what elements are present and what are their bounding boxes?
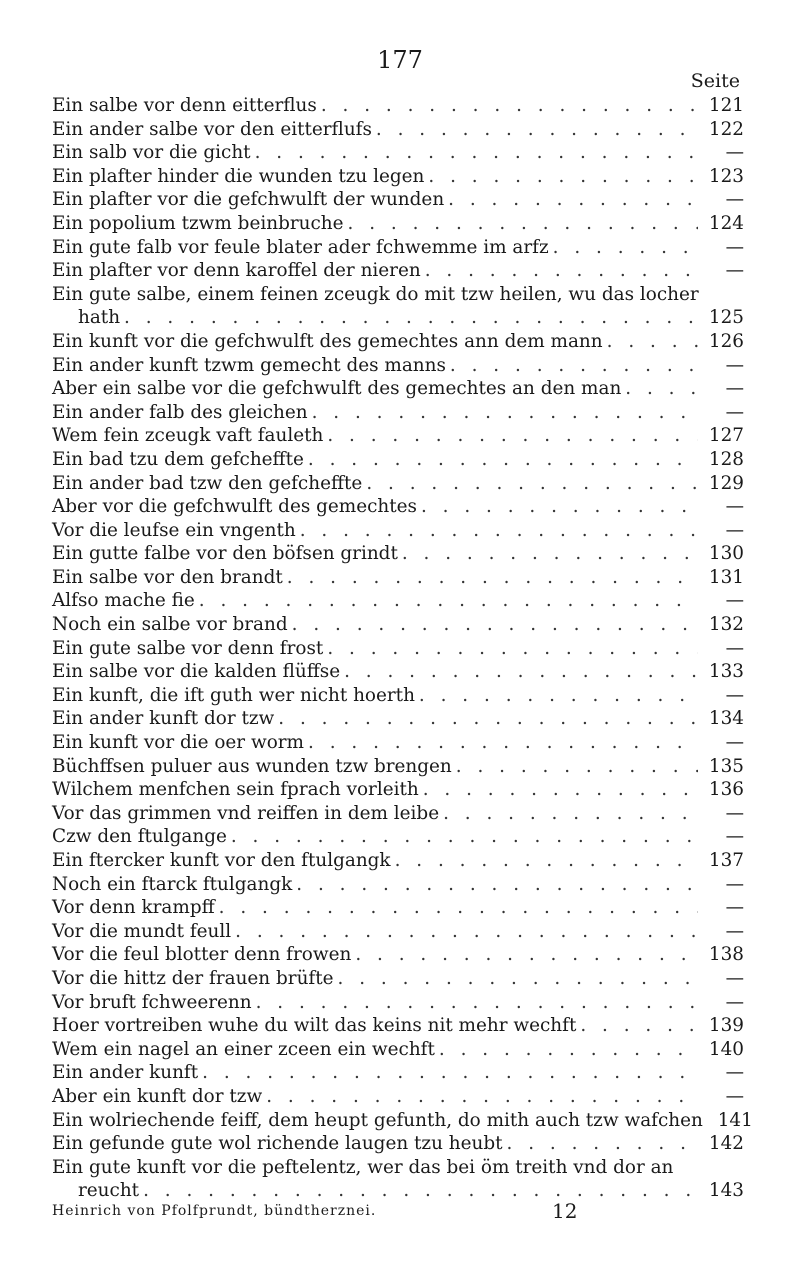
dot-leader <box>439 1038 698 1062</box>
entry-title: Ein ander kunft dor tzw <box>52 708 275 730</box>
dot-leader <box>202 1061 698 1085</box>
entry-page: 138 <box>708 944 744 966</box>
entry-title: Ein ander falb des gleichen <box>52 401 308 423</box>
entry-title: Ein salbe vor denn eitterflus <box>52 95 317 116</box>
toc-entry <box>52 141 744 165</box>
dot-leader <box>625 377 698 401</box>
entry-page: — <box>725 991 744 1013</box>
entry-title: Vor die feul blotter denn frowen <box>52 944 352 966</box>
toc-entry <box>52 849 744 873</box>
entry-title: Wilchem menfchen sein fprach vorleith <box>52 779 419 801</box>
entry-page: 125 <box>708 307 744 329</box>
entry-page: 141 <box>717 1109 753 1131</box>
entry-page: 134 <box>708 708 744 730</box>
dot-leader <box>308 731 698 755</box>
entry-title: Aber ein kunft dor tzw <box>52 1085 263 1107</box>
entry-page: — <box>725 401 744 423</box>
page-number: 177 <box>377 46 423 74</box>
entry-page: 122 <box>708 118 744 140</box>
page-column-label: Seite <box>690 70 740 92</box>
toc-entry <box>52 778 744 802</box>
entry-page: — <box>725 1062 744 1084</box>
entry-title: Ein salbe vor die kalden flüffse <box>52 661 341 683</box>
entry-page: 132 <box>708 614 744 636</box>
toc-entry <box>52 1085 744 1109</box>
toc-entry <box>52 1061 744 1085</box>
dot-leader <box>321 94 698 118</box>
entry-title: Ein ftercker kunft vor den ftulgangk <box>52 850 391 871</box>
entry-title: Vor das grimmen vnd reiffen in dem leibe <box>52 802 440 824</box>
entry-title: Ein salbe vor den brandt <box>52 566 283 588</box>
entry-page: 126 <box>708 330 744 352</box>
dot-leader <box>199 589 698 613</box>
toc-entry <box>52 943 744 967</box>
entry-page: 121 <box>708 95 744 116</box>
dot-leader <box>300 519 698 543</box>
dot-leader <box>338 967 699 991</box>
toc-entry <box>52 731 744 755</box>
dot-leader <box>507 1132 698 1156</box>
entry-page: — <box>725 260 744 282</box>
entry-title: Ein popolium tzwm beinbruche <box>52 212 344 234</box>
dot-leader <box>428 165 698 189</box>
dot-leader <box>348 212 698 236</box>
entry-title: Ein wolriechende feiff, dem heupt gefunth, do mith auch tzw wafchen <box>52 1109 703 1131</box>
dot-leader <box>395 849 698 873</box>
entry-page: 129 <box>708 472 744 494</box>
entry-page: 137 <box>708 850 744 871</box>
entry-page: — <box>725 519 744 541</box>
entry-title: Ein gute falb vor feule blater ader fchwemme im arfz <box>52 236 549 258</box>
dot-leader <box>580 1014 698 1038</box>
dot-leader <box>607 330 698 354</box>
dot-leader <box>376 118 698 142</box>
toc-entry <box>52 448 744 472</box>
entry-title: Wem ein nagel an einer zceen ein wechft <box>52 1038 435 1060</box>
dot-leader <box>287 566 698 590</box>
entry-title: Ein gute kunft vor die peftelentz, wer das bei öm treith vnd dor an <box>52 1156 674 1178</box>
entry-title: Ein gute salbe vor denn frost <box>52 637 324 659</box>
dot-leader <box>419 684 698 708</box>
entry-page: — <box>725 189 744 211</box>
entry-title: Vor die mundt feull <box>52 920 232 942</box>
entry-title: Ein gute salbe, einem feinen zceugk do mit tzw heilen, wu das locher <box>52 283 699 305</box>
entry-title: Vor die hittz der frauen brüfte <box>52 967 334 989</box>
entry-page: 130 <box>708 543 744 565</box>
dot-leader <box>231 825 698 849</box>
dot-leader <box>292 613 698 637</box>
toc-entry <box>52 707 744 731</box>
entry-title: Ein ander kunft tzwm gemecht des manns <box>52 354 446 376</box>
toc-entry <box>52 991 744 1015</box>
dot-leader <box>327 637 698 661</box>
toc-entry <box>52 825 744 849</box>
entry-title: Vor die leufse ein vngenth <box>52 519 296 541</box>
dot-leader <box>219 896 698 920</box>
entry-title: Ein ander kunft <box>52 1062 199 1084</box>
entry-title: Czw den ftulgange <box>52 826 227 848</box>
entry-title: Ein ander bad tzw den gefcheffte <box>52 472 363 494</box>
toc-entry <box>52 424 744 448</box>
entry-title: Aber ein salbe vor die gefchwulft des gemechtes an den man <box>52 378 622 400</box>
entry-page: — <box>725 637 744 659</box>
entry-title: Vor bruft fchweerenn <box>52 991 252 1013</box>
entry-page: — <box>725 826 744 848</box>
entry-page: — <box>725 354 744 376</box>
entry-page: 143 <box>708 1180 744 1202</box>
dot-leader <box>553 236 698 260</box>
dot-leader <box>256 991 698 1015</box>
entry-title: hath <box>78 307 121 329</box>
toc-entry <box>52 896 744 920</box>
toc-entry <box>52 94 744 118</box>
entry-title: Ein kunft vor die oer worm <box>52 732 304 754</box>
entry-title: Ein plafter vor die gefchwulft der wunden <box>52 189 445 211</box>
dot-leader <box>448 188 698 212</box>
entry-page: — <box>725 732 744 754</box>
toc-entry <box>52 967 744 991</box>
entry-page: 128 <box>708 448 744 470</box>
toc-entry <box>52 354 744 378</box>
toc-entry <box>52 873 744 897</box>
toc-entry <box>52 802 744 826</box>
toc-entry <box>52 920 744 944</box>
entry-page: — <box>725 236 744 258</box>
entry-page: 131 <box>708 566 744 588</box>
toc-entry <box>52 660 744 684</box>
toc-entry <box>52 306 744 330</box>
entry-page: 133 <box>708 661 744 683</box>
entry-title: Ein ander salbe vor den eitterflufs <box>52 118 372 140</box>
toc-entry <box>52 1014 744 1038</box>
toc-entry <box>52 259 744 283</box>
entry-page: — <box>725 142 744 164</box>
toc-entry <box>52 377 744 401</box>
dot-leader <box>456 755 698 779</box>
dot-leader <box>450 354 698 378</box>
entry-title: Wem fein zceugk vaft fauleth <box>52 425 324 447</box>
toc-entry <box>52 755 744 779</box>
entry-page: — <box>725 802 744 824</box>
entry-title: reucht <box>78 1180 140 1202</box>
entry-page: 123 <box>708 165 744 187</box>
entry-page: — <box>725 967 744 989</box>
entry-title: Vor denn krampff <box>52 897 215 919</box>
entry-page: — <box>725 920 744 942</box>
entry-title: Ein gefunde gute wol richende laugen tzu heubt <box>52 1133 503 1155</box>
dot-leader <box>235 920 698 944</box>
dot-leader <box>423 778 698 802</box>
toc-entry <box>52 1132 744 1156</box>
toc-entry <box>52 613 744 637</box>
entry-title: Ein plafter vor denn karoffel der nieren <box>52 260 421 282</box>
dot-leader <box>421 495 698 519</box>
toc-entry <box>52 165 744 189</box>
entry-page: — <box>725 897 744 919</box>
entry-title: Ein bad tzu dem gefcheffte <box>52 448 304 470</box>
dot-leader <box>255 141 698 165</box>
toc-entry <box>52 118 744 142</box>
dot-leader <box>266 1085 698 1109</box>
toc-entry <box>52 1038 744 1062</box>
toc-entry <box>52 684 744 708</box>
dot-leader <box>355 943 698 967</box>
dot-leader <box>124 306 698 330</box>
entry-title: Noch ein ftarck ftulgangk <box>52 873 293 895</box>
entry-page: — <box>725 1085 744 1107</box>
dot-leader <box>308 448 698 472</box>
entry-page: 142 <box>708 1133 744 1155</box>
entry-page: — <box>725 684 744 706</box>
toc-entry <box>52 283 744 307</box>
toc-entry <box>52 401 744 425</box>
toc-entry <box>52 1156 744 1180</box>
entry-title: Büchffsen puluer aus wunden tzw brengen <box>52 755 452 777</box>
toc-entry <box>52 1109 753 1133</box>
dot-leader <box>296 873 698 897</box>
entry-title: Aber vor die gefchwulft des gemechtes <box>52 496 417 518</box>
toc-entry <box>52 637 744 661</box>
toc-entry <box>52 330 744 354</box>
entry-title: Ein kunft, die ift guth wer nicht hoerth <box>52 684 415 706</box>
entry-title: Ein plafter hinder die wunden tzu legen <box>52 165 425 187</box>
signature-mark: 12 <box>552 1199 578 1223</box>
entry-page: — <box>725 378 744 400</box>
entry-page: — <box>725 590 744 612</box>
toc-entry <box>52 188 744 212</box>
table-of-contents <box>52 94 753 1203</box>
toc-entry <box>52 589 744 613</box>
entry-page: — <box>725 873 744 895</box>
entry-title: Ein kunft vor die gefchwulft des gemechtes ann dem mann <box>52 330 603 352</box>
dot-leader <box>327 424 698 448</box>
entry-title: Alfso mache fie <box>52 590 195 612</box>
footer <box>52 1199 744 1223</box>
entry-page: 127 <box>708 425 744 447</box>
toc-entry <box>52 472 744 496</box>
entry-page: 135 <box>708 755 744 777</box>
toc-entry <box>52 542 744 566</box>
toc-entry <box>52 236 744 260</box>
footer-author: Heinrich von Pfolfprundt, bündtherznei. <box>52 1203 377 1219</box>
dot-leader <box>344 660 698 684</box>
dot-leader <box>443 802 698 826</box>
entry-title: Noch ein salbe vor brand <box>52 614 288 636</box>
entry-title: Ein salb vor die gicht <box>52 142 251 164</box>
dot-leader <box>143 1179 698 1203</box>
entry-page: — <box>725 496 744 518</box>
entry-page: 139 <box>708 1015 744 1037</box>
dot-leader <box>402 542 698 566</box>
dot-leader <box>312 401 698 425</box>
entry-page: 124 <box>708 212 744 234</box>
toc-entry <box>52 495 744 519</box>
dot-leader <box>366 472 698 496</box>
toc-entry <box>52 1179 744 1203</box>
dot-leader <box>425 259 698 283</box>
entry-title: Hoer vortreiben wuhe du wilt das keins nit mehr wechft <box>52 1015 577 1037</box>
entry-page: 136 <box>708 779 744 801</box>
toc-entry <box>52 519 744 543</box>
entry-title: Ein gutte falbe vor den böfsen grindt <box>52 543 398 565</box>
toc-entry <box>52 212 744 236</box>
dot-leader <box>278 707 698 731</box>
entry-page: 140 <box>708 1038 744 1060</box>
toc-entry <box>52 566 744 590</box>
